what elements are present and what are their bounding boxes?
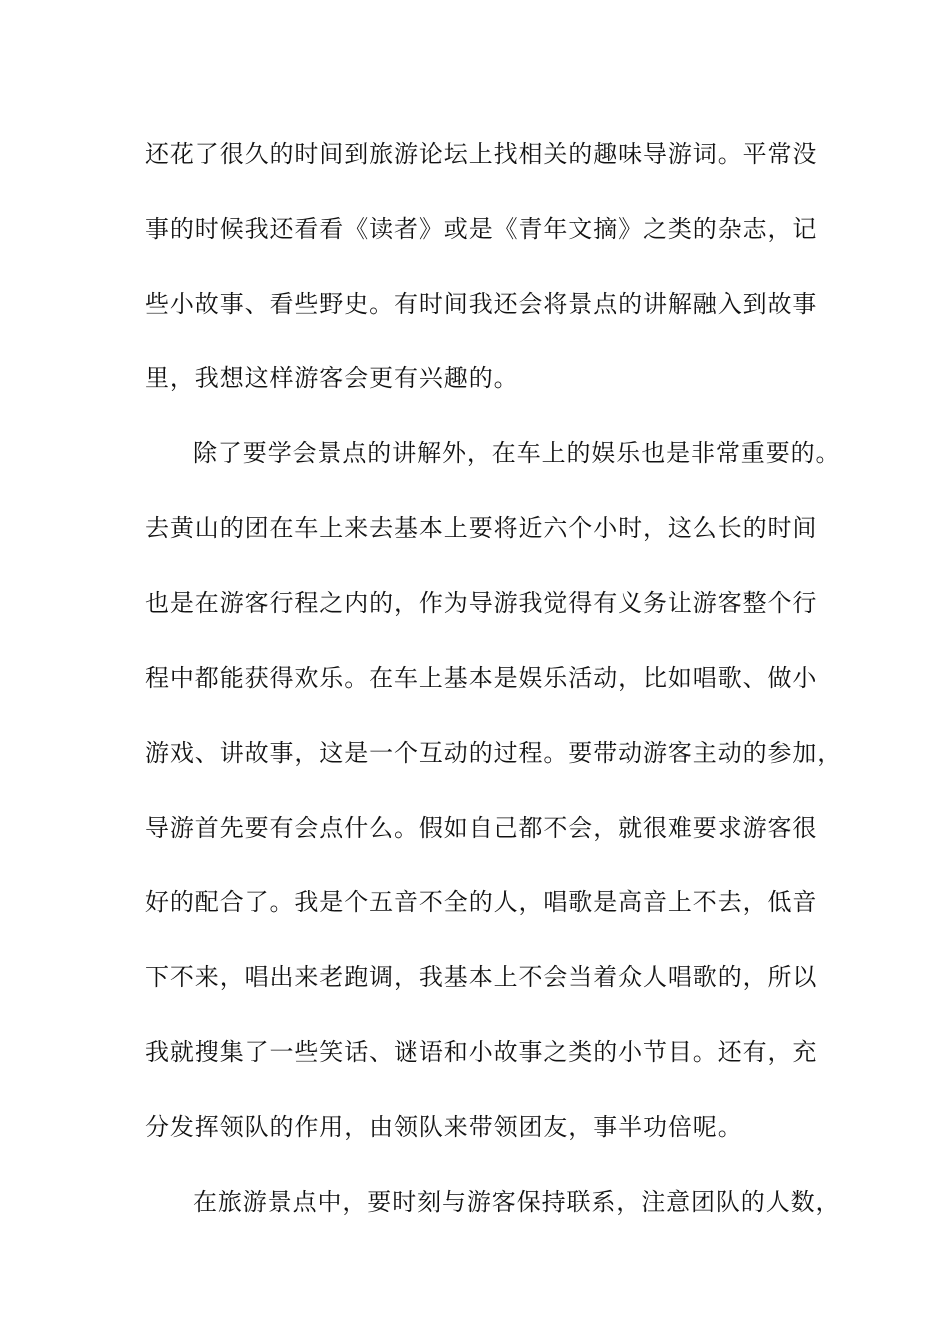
paragraph-first-line: 除了要学会景点的讲解外，在车上的娱乐也是非常重要的。 [193, 439, 841, 467]
text-line: 里，我想这样游客会更有兴趣的。 [145, 364, 519, 392]
text-line: 还花了很久的时间到旅游论坛上找相关的趣味导游词。平常没 [145, 140, 818, 168]
text-line: 游戏、讲故事，这是一个互动的过程。要带动游客主动的参加， [145, 739, 843, 767]
text-line: 分发挥领队的作用，由领队来带领团友，事半功倍呢。 [145, 1113, 743, 1141]
text-line: 些小故事、看些野史。有时间我还会将景点的讲解融入到故事 [145, 290, 818, 318]
text-line: 也是在游客行程之内的，作为导游我觉得有义务让游客整个行 [145, 589, 818, 617]
text-line: 下不来，唱出来老跑调，我基本上不会当着众人唱歌的，所以 [145, 963, 818, 991]
text-line: 去黄山的团在车上来去基本上要将近六个小时，这么长的时间 [145, 514, 818, 542]
text-line: 我就搜集了一些笑话、谜语和小故事之类的小节目。还有，充 [145, 1038, 818, 1066]
text-line: 程中都能获得欢乐。在车上基本是娱乐活动，比如唱歌、做小 [145, 664, 818, 692]
paragraph-first-line: 在旅游景点中，要时刻与游客保持联系，注意团队的人数， [193, 1188, 841, 1216]
text-line: 导游首先要有会点什么。假如自己都不会，就很难要求游客很 [145, 814, 818, 842]
text-line: 好的配合了。我是个五音不全的人，唱歌是高音上不去，低音 [145, 888, 818, 916]
text-line: 事的时候我还看看《读者》或是《青年文摘》之类的杂志，记 [145, 215, 818, 243]
